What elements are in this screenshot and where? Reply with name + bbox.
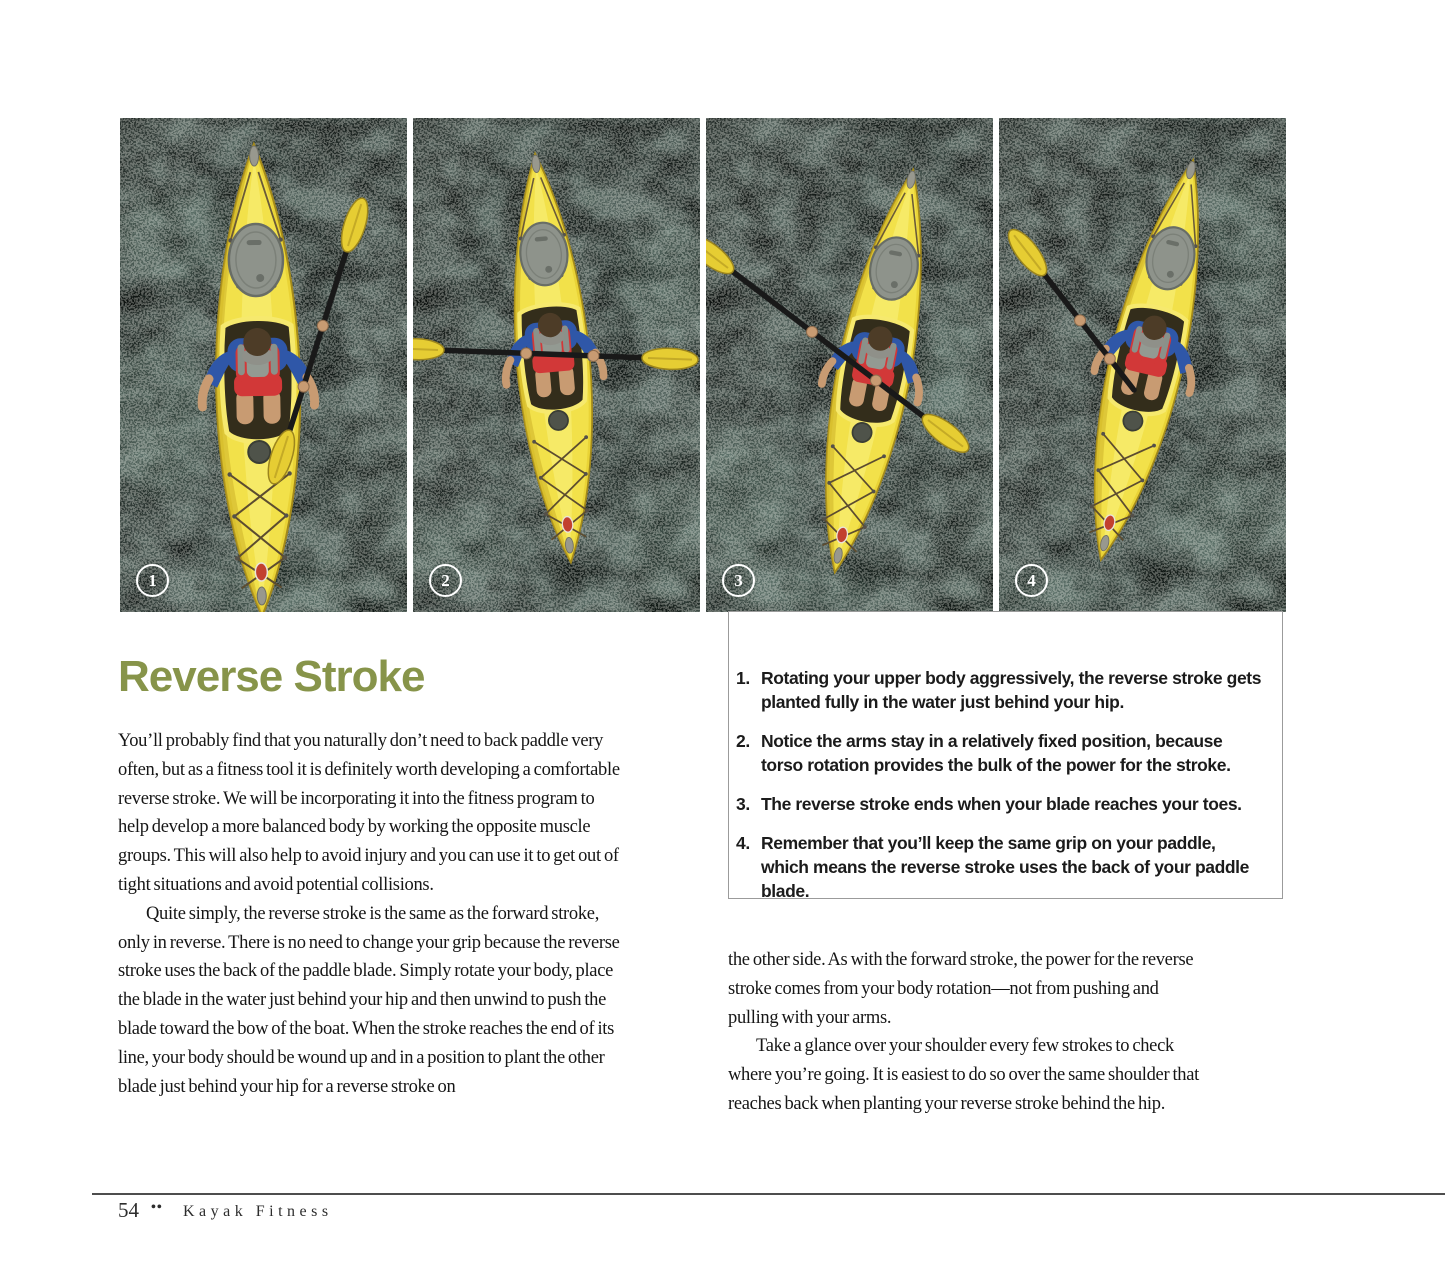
photo-caption-box — [728, 611, 1283, 899]
page-number: 54 — [118, 1198, 139, 1222]
caption-number: 2. — [736, 731, 750, 751]
kayak-overhead-illustration-1 — [120, 118, 407, 612]
kayak-photo-1 — [120, 118, 407, 612]
body-paragraph: Take a glance over your shoulder every few strokes to check where you’re going. It is easiest to do so over the same shoulder that reaches back when planting your reverse stroke behind the hip. — [728, 1036, 1199, 1114]
left-column — [118, 727, 626, 1101]
body-paragraph: You’ll probably find that you naturally don’t need to back paddle very often, but as a fitness tool it is definitely worth developing a comfortable reverse stroke. We will be incorporating it into the fitness program to help develop a more balanced body by working the opposite muscle groups. This will also help to avoid injury and you can use it to get out of tight situations and avoid potential collisions. — [118, 731, 620, 895]
body-paragraph: the other side. As with the forward stroke, the power for the reverse stroke comes from your body rotation—not from pushing and pulling with your arms. — [728, 950, 1194, 1028]
caption-item — [736, 729, 1264, 777]
caption-number: 4. — [736, 833, 750, 853]
body-paragraph: Quite simply, the reverse stroke is the same as the forward stroke, only in reverse. There is no need to change your grip because the reverse stroke uses the back of the paddle blade. Simply rotate your body, place the blade in the water just behind your hip and then unwind to push the blade toward the bow of the boat. When the stroke reaches the end of its line, your body should be wound up and in a position to plant the other blade just behind your hip for a reverse stroke on — [118, 903, 620, 1097]
caption-item — [736, 792, 1264, 816]
book-title: Kayak Fitness — [183, 1203, 333, 1220]
caption-number: 1. — [736, 668, 750, 688]
footer-dots: •• — [151, 1200, 163, 1215]
figure-number-badge: 1 — [136, 564, 169, 597]
caption-text: Remember that you’ll keep the same grip on your paddle, which means the reverse stroke uses the back of your paddle blade. — [761, 833, 1249, 901]
caption-number: 3. — [736, 794, 750, 814]
kayak-overhead-illustration-2 — [413, 118, 700, 612]
kayak-overhead-illustration-3 — [706, 118, 993, 612]
kayak-photo-4 — [999, 118, 1286, 612]
kayak-photo-3 — [706, 118, 993, 612]
caption-text: Rotating your upper body aggressively, the reverse stroke gets planted fully in the water just behind your hip. — [761, 668, 1262, 712]
figure-number-badge: 4 — [1015, 564, 1048, 597]
right-column — [728, 946, 1208, 1119]
kayak-photo-2 — [413, 118, 700, 612]
caption-item — [736, 831, 1264, 903]
caption-text: Notice the arms stay in a relatively fixed position, because torso rotation provides the bulk of the power for the stroke. — [761, 731, 1231, 775]
footer-rule — [92, 1193, 1445, 1195]
figure-number-badge: 2 — [429, 564, 462, 597]
section-title: Reverse Stroke — [118, 652, 425, 701]
figure-number-badge: 3 — [722, 564, 755, 597]
caption-text: The reverse stroke ends when your blade reaches your toes. — [761, 794, 1242, 814]
caption-item — [736, 666, 1264, 714]
photo-sequence — [120, 118, 1300, 612]
kayak-overhead-illustration-4 — [999, 118, 1286, 612]
